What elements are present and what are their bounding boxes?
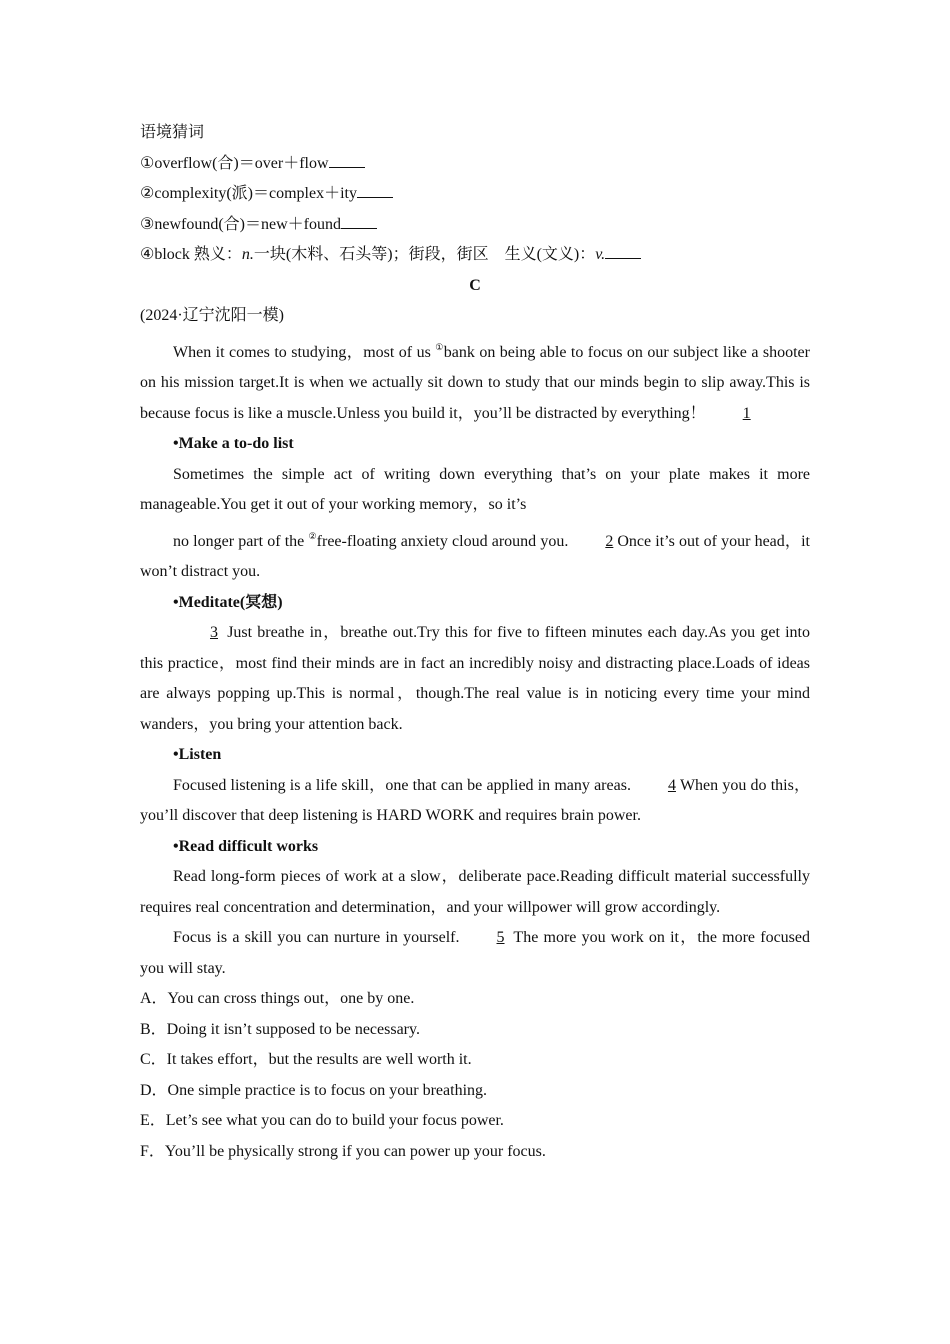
answer-blank[interactable]: [605, 258, 641, 259]
text: Focused listening is a life skill，one that can be applied in many areas.: [173, 776, 631, 794]
paragraph-todo-b: [140, 521, 810, 588]
answer-blank[interactable]: [329, 167, 365, 168]
text: no longer part of the: [173, 532, 309, 550]
vocab-item-4: [140, 240, 810, 271]
gap-5[interactable]: 5: [496, 929, 505, 946]
part-of-speech: v.: [595, 246, 606, 263]
option-e[interactable]: E．Let’s see what you can do to build your focus power.: [140, 1112, 504, 1129]
vocab-num: ③: [140, 215, 155, 233]
text: free-floating anxiety cloud around you.: [316, 532, 569, 550]
option-c[interactable]: C．It takes effort，but the results are well worth it.: [140, 1051, 472, 1068]
vocab-num: ①: [140, 154, 155, 172]
vocab-text: 一块(木料、石头等)；街段，街区 生义(文义)：: [253, 246, 596, 263]
text: bank on being able to focus on our subject like a shooter on his mission target.It is when we actually sit down to study that our minds begin to slip away.This is because focus is like a muscle.Unless you build it，you’ll be distracted by everything！: [140, 343, 810, 422]
paragraph-meditate: [140, 618, 810, 740]
option-a[interactable]: A．You can cross things out，one by one.: [140, 990, 415, 1007]
vocab-text: overflow(合)＝over＋flow: [154, 154, 329, 172]
paragraph-conclusion: [140, 923, 810, 984]
paragraph-listen: [140, 771, 810, 832]
gap-3[interactable]: 3: [210, 624, 218, 641]
option-f[interactable]: F．You’ll be physically strong if you can power up your focus.: [140, 1142, 546, 1160]
text: Focus is a skill you can nurture in yourself.: [173, 929, 460, 946]
heading-todo: •Make a to-do list: [173, 435, 294, 452]
section-letter: C: [469, 276, 481, 294]
vocab-item-3: [140, 210, 810, 241]
option-b[interactable]: B．Doing it isn’t supposed to be necessary.: [140, 1020, 420, 1038]
paragraph-read: Read long-form pieces of work at a slow，deliberate pace.Reading difficult material successfully requires real concentration and determination，and your willpower will grow accordingly.: [140, 868, 811, 916]
part-of-speech: n.: [241, 246, 254, 263]
heading-meditate: •Meditate(冥想): [173, 593, 283, 611]
vocab-text: newfound(合)＝new＋found: [154, 215, 341, 233]
heading-listen: •Listen: [173, 746, 222, 763]
text: Once it’s out of your head，it won’t distract you.: [140, 532, 810, 580]
answer-blank[interactable]: [341, 228, 377, 229]
vocab-item-2: [140, 179, 810, 210]
footnote-mark: ②: [308, 530, 317, 541]
vocab-num: ④: [140, 246, 155, 263]
vocab-item-1: [140, 149, 810, 180]
text: The more you work on it，the more focused you will stay.: [140, 929, 811, 977]
gap-2[interactable]: 2: [605, 532, 614, 550]
vocab-num: ②: [140, 185, 155, 202]
paragraph-intro: [140, 332, 810, 430]
gap-1[interactable]: 1: [742, 404, 751, 422]
vocab-title: 语境猜词: [140, 124, 205, 141]
text: When you do this，you’ll discover that deep listening is HARD WORK and requires brain power.: [140, 776, 810, 824]
source-note: (2024·辽宁沈阳一模): [140, 307, 284, 324]
vocab-text: complexity(派)＝complex＋ity: [154, 185, 357, 202]
gap-4[interactable]: 4: [667, 776, 676, 794]
document-page: [140, 118, 810, 1167]
heading-read: •Read difficult works: [173, 837, 319, 855]
paragraph-todo-a: Sometimes the simple act of writing down everything that’s on your plate makes it more manageable.You get it out of your working memory，so it’s: [140, 465, 810, 513]
text: When it comes to studying，most of us: [173, 343, 436, 361]
vocab-text: block 熟义：: [154, 246, 242, 263]
text: Just breathe in，breathe out.Try this for five to fifteen minutes each day.As you get into this practice，most find their minds are in fact an incredibly noisy and distracting place.Loads of ideas are always popping up.This is normal，though.The real value is in noticing every time your mind wanders，you bring your attention back.: [140, 624, 810, 733]
answer-blank[interactable]: [357, 197, 393, 198]
footnote-mark: ①: [435, 341, 444, 352]
option-d[interactable]: D．One simple practice is to focus on your breathing.: [140, 1081, 488, 1099]
